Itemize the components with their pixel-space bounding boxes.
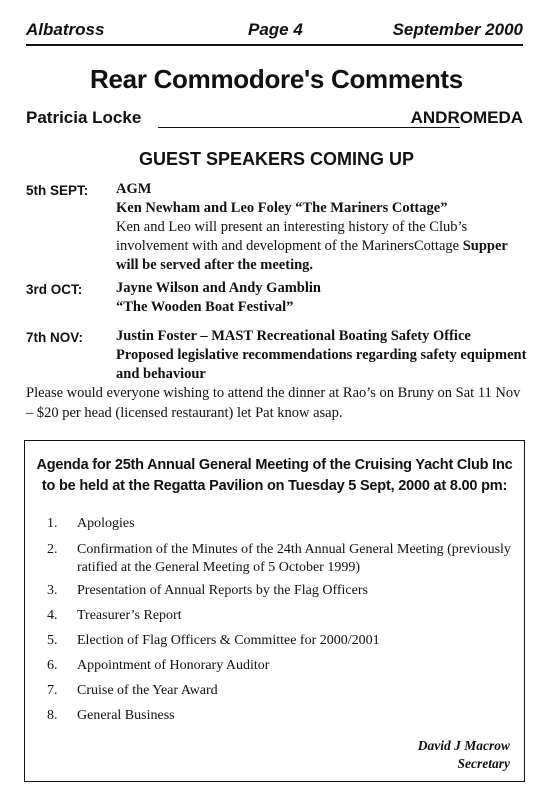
talk-line2: Proposed legislative recommendations regarding safety equipment and behaviour	[116, 347, 527, 382]
agenda-item-text: Election of Flag Officers & Committee for 2000/2001	[77, 633, 380, 648]
talk-line1: Jayne Wilson and Andy Gamblin	[116, 280, 321, 296]
agenda-item-text: Apologies	[77, 516, 135, 531]
agenda-item-text: Cruise of the Year Award	[77, 683, 218, 698]
agenda-item-text: Appointment of Honorary Auditor	[77, 658, 270, 673]
dinner-note: Please would everyone wishing to attend the dinner at Rao’s on Bruny on Sat 11 Nov – $20 per head (licensed restaurant) let Pat know asap.	[26, 385, 521, 421]
agenda-item-number: 8.	[47, 708, 58, 723]
agenda-item	[25, 541, 524, 582]
agenda-item-text: Confirmation of the Minutes of the 24th Annual General Meeting (previously ratified at the General Meeting of 5 October 1999)	[77, 542, 511, 575]
agenda-item-text: Treasurer’s Report	[77, 608, 182, 623]
agenda-item	[25, 707, 524, 732]
byline	[26, 108, 523, 130]
agenda-item-number: 4.	[47, 608, 58, 623]
agenda-item	[25, 607, 524, 632]
agenda-title-line2: to be held at the Regatta Pavilion on Tuesday 5 Sept, 2000 at 8.00 pm:	[41, 478, 508, 494]
agenda-box	[24, 440, 525, 782]
signatory-title: Secretary	[457, 756, 510, 771]
agenda-list	[25, 515, 524, 732]
signature-block	[418, 737, 510, 773]
talk-date: 3rd OCT:	[26, 282, 83, 297]
agenda-item-text: General Business	[77, 708, 175, 723]
agenda-title	[25, 455, 524, 497]
agenda-title-line1: Agenda for 25th Annual General Meeting of the Cruising Yacht Club Inc	[36, 457, 513, 473]
author-name: Patricia Locke	[26, 108, 142, 127]
talk-line2: Ken Newham and Leo Foley “The Mariners Cottage”	[116, 200, 448, 216]
boat-name: ANDROMEDA	[410, 108, 523, 127]
publication-name: Albatross	[26, 20, 105, 39]
agenda-item-number: 7.	[47, 683, 58, 698]
talk-desc-text: Ken and Leo will present an interesting history of the Club’s involvement with and development of the MarinersCottage	[116, 219, 468, 254]
article-title: Rear Commodore's Comments	[90, 64, 463, 94]
signatory-name: David J Macrow	[417, 738, 510, 753]
issue-date: September 2000	[392, 20, 523, 39]
talk-description	[116, 218, 527, 275]
agenda-item-number: 2.	[47, 542, 58, 557]
agenda-item-number: 5.	[47, 633, 58, 648]
agenda-item	[25, 682, 524, 707]
talk-line1: AGM	[116, 181, 152, 197]
page-number: Page 4	[248, 20, 303, 39]
agenda-item-text: Presentation of Annual Reports by the Flag Officers	[77, 583, 368, 598]
section-heading: GUEST SPEAKERS COMING UP	[138, 149, 415, 169]
talk-date: 7th NOV:	[26, 330, 84, 345]
talk-line1: Justin Foster – MAST Recreational Boating Safety Office	[116, 328, 471, 344]
talk-desc-bold: Supper will be served after the meeting.	[116, 238, 508, 273]
page-header	[26, 18, 523, 46]
talk-line2: “The Wooden Boat Festival”	[116, 299, 294, 315]
agenda-item	[25, 632, 524, 657]
agenda-item	[25, 515, 524, 541]
agenda-item	[25, 657, 524, 682]
agenda-item-number: 6.	[47, 658, 58, 673]
talk-date: 5th SEPT:	[26, 183, 89, 198]
agenda-item-number: 1.	[47, 516, 58, 531]
agenda-item	[25, 582, 524, 607]
agenda-item-number: 3.	[47, 583, 58, 598]
